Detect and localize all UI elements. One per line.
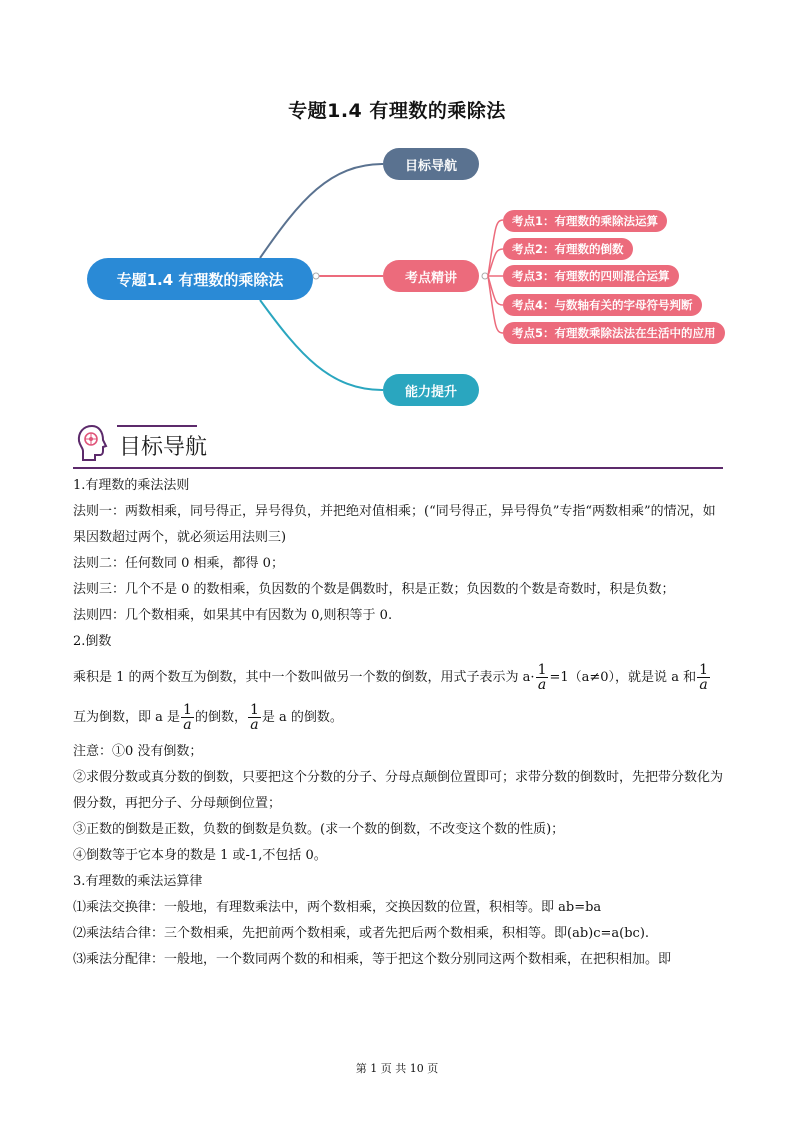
section-heading: 目标导航	[119, 435, 208, 460]
mindmap-leaf-5: 考点5：有理数乘除法法在生活中的应用	[503, 322, 725, 344]
rule-3: 法则三：几个不是 0 的数相乘，负因数的个数是偶数时，积是正数；负因数的个数是奇数时，积是负数；	[73, 582, 675, 597]
mindmap-branch-ability: 能力提升	[383, 374, 479, 406]
reciprocal-definition	[73, 661, 725, 695]
fraction-one-over-a: $\frac{1}{a}$	[699, 662, 708, 693]
root-node-dot	[313, 273, 319, 279]
points-node-dot	[482, 273, 488, 279]
mindmap-leaf-1: 考点1：有理数的乘除法运算	[503, 210, 667, 232]
reciprocal-text-5: 是 a 的倒数。	[261, 710, 343, 725]
head-brain-icon	[75, 423, 109, 463]
note-1: 注意：①0 没有倒数；	[73, 744, 203, 759]
mind-map	[0, 130, 794, 420]
rule-2: 法则二：任何数同 0 相乘，都得 0；	[73, 556, 284, 571]
mindmap-root: 专题1.4 有理数的乘除法	[87, 258, 313, 300]
note-4: ④倒数等于它本身的数是 1 或-1,不包括 0。	[73, 848, 327, 863]
law-associative: ⑵乘法结合律：三个数相乘，先把前两个数相乘，或者先把后两个数相乘，积相等。即(ab)c=a(bc).	[73, 926, 650, 941]
reciprocal-definition-cont	[73, 701, 725, 735]
mindmap-leaf-2: 考点2：有理数的倒数	[503, 238, 633, 260]
heading-multiplication-laws: 3.有理数的乘法运算律	[73, 874, 203, 889]
fraction-one-over-a: $\frac{1}{a}$	[183, 702, 192, 733]
law-distributive: ⑶乘法分配律：一般地，一个数同两个数的和相乘，等于把这个数分别同这两个数相乘，在把积相加。即	[73, 952, 672, 967]
mindmap-branch-points: 考点精讲	[383, 260, 479, 292]
connector-ability	[260, 300, 383, 390]
reciprocal-text-1: 乘积是 1 的两个数互为倒数，其中一个数叫做另一个数的倒数，用式子表示为 a·	[73, 670, 535, 685]
note-3: ③正数的倒数是正数，负数的倒数是负数。(求一个数的倒数，不改变这个数的性质)；	[73, 822, 565, 837]
heading-reciprocal: 2.倒数	[73, 634, 112, 649]
heading-multiplication-rules: 1.有理数的乘法法则	[73, 478, 190, 493]
page-footer: 第 1 页 共 10 页	[355, 1062, 439, 1075]
heading-overline	[117, 425, 197, 427]
note-2: ②求假分数或真分数的倒数，只要把这个分数的分子、分母点颠倒位置即可；求带分数的倒数时，先把带分数化为假分数，再把分子、分母颠倒位置；	[73, 770, 724, 811]
fraction-one-over-a: $\frac{1}{a}$	[249, 702, 259, 733]
connector-nav	[260, 164, 383, 258]
law-commutative: ⑴乘法交换律：一般地，有理数乘法中，两个数相乘，交换因数的位置，积相等。即 ab=ba	[73, 900, 602, 915]
page-title: 专题1.4 有理数的乘除法	[288, 100, 506, 122]
mindmap-branch-nav: 目标导航	[383, 148, 479, 180]
document-body	[73, 473, 725, 973]
mindmap-leaf-4: 考点4：与数轴有关的字母符号判断	[503, 294, 702, 316]
reciprocal-text-4: 的倒数，	[194, 710, 247, 725]
section-header	[73, 423, 723, 469]
mindmap-leaf-3: 考点3：有理数的四则混合运算	[503, 265, 679, 287]
reciprocal-text-2: =1（a≠0），就是说 a 和	[549, 670, 697, 685]
rule-4: 法则四：几个数相乘，如果其中有因数为 0,则积等于 0.	[73, 608, 393, 623]
fraction-one-over-a: $\frac{1}{a}$	[537, 662, 547, 693]
reciprocal-text-3: 互为倒数，即 a 是	[73, 710, 181, 725]
rule-1: 法则一：两数相乘，同号得正，异号得负，并把绝对值相乘；(“同号得正，异号得负”专指“两数相乘”的情况，如果因数超过两个，就必须运用法则三)	[73, 504, 716, 545]
